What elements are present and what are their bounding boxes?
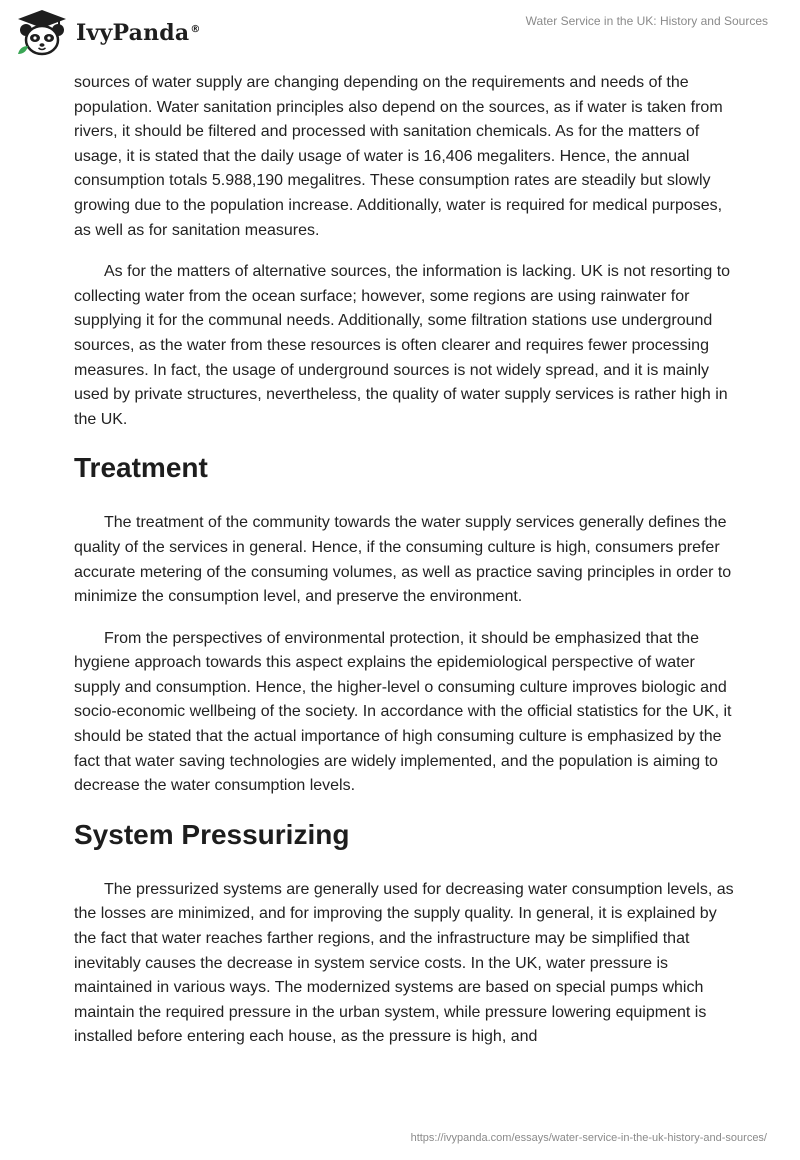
panda-graduate-icon	[14, 8, 70, 58]
section-heading-treatment: Treatment	[74, 452, 208, 484]
paragraph: sources of water supply are changing depending on the requirements and needs of the population. Water sanitation principles also depend on the sources, as if water is taken from rivers, it should be filtered and processed with sanitation chemicals. As for the matters of usage, it is stated that the daily usage of water is 16,406 megaliters. Hence, the annual consumption totals 5.988,190 megalitres. These consumption rates are steadily but slowly growing due to the population increase. Additionally, water is required for medical purposes, as well as for sanitation measures.	[74, 74, 723, 239]
ivypanda-logo[interactable]	[14, 8, 201, 58]
paragraph: The pressurized systems are generally used for decreasing water consumption levels, as the losses are minimized, and for improving the supply quality. In general, it is explained by the fact that water reaches farther regions, and the infrastructure may be simplified that inevitably causes the decrease in system service costs. In the UK, water pressure is maintained in various ways. The modernized systems are based on special pumps which maintain the required pressure in the urban system, while pressure lowering equipment is installed before entering each house, as the pressure is high, and	[74, 880, 734, 1046]
paragraph: The treatment of the community towards the water supply services generally defines the quality of the services in general. Hence, if the consuming culture is high, consumers prefer accurate metering of the consuming volumes, as well as practice saving principles in order to minimize the consumption level, and preserve the environment.	[74, 514, 732, 606]
section-heading-system-pressurizing: System Pressurizing	[74, 818, 350, 850]
document-title: Water Service in the UK: History and Sources	[525, 14, 768, 28]
paragraph: As for the matters of alternative sources, the information is lacking. UK is not resorting to collecting water from the ocean surface; however, some regions are using rainwater for supplying it for the communal needs. Additionally, some filtration stations use underground sources, as the water from these resources is often clearer and requires fewer processing measures. In fact, the usage of underground sources is not widely spread, and it is mainly used by private structures, nevertheless, the quality of water supply services is rather high in the UK.	[74, 263, 731, 428]
source-url[interactable]: https://ivypanda.com/essays/water-service-in-the-uk-history-and-sources/	[410, 1132, 767, 1144]
essay-content	[74, 71, 734, 1067]
registered-mark: ®	[190, 23, 201, 35]
paragraph: From the perspectives of environmental protection, it should be emphasized that the hygiene approach towards this aspect explains the epidemiological perspective of water supply and consumption. Hence, the higher-level o consuming culture improves biologic and socio-economic wellbeing of the society. In accordance with the official statistics for the UK, it should be stated that the actual importance of high consuming culture is emphasized by the fact that water saving technologies are widely implemented, and the population is aiming to decrease the water consumption levels.	[74, 629, 732, 795]
logo-text: IvyPanda®	[76, 20, 201, 46]
page-header	[0, 0, 800, 62]
